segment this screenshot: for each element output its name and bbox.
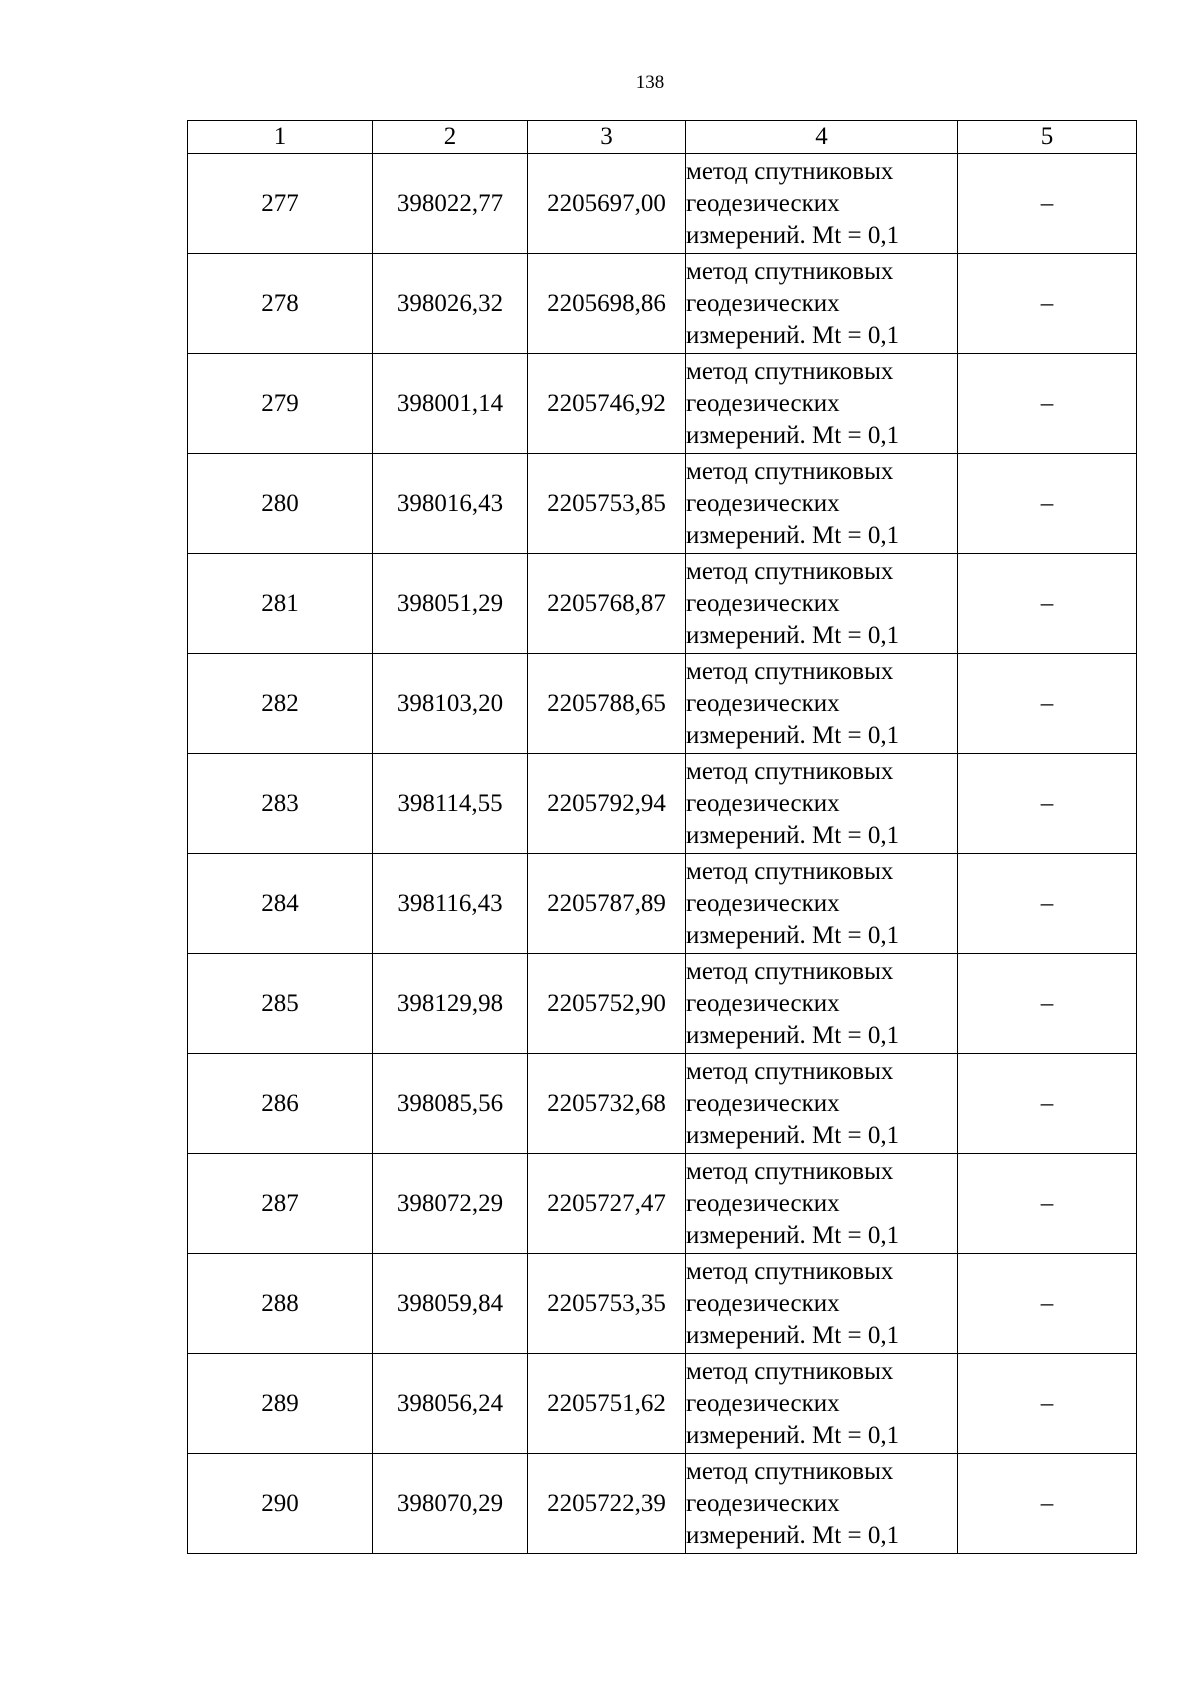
column-5-cell: –	[958, 1354, 1137, 1454]
point-number-cell: 287	[188, 1154, 373, 1254]
y-coordinate-cell: 2205727,47	[528, 1154, 686, 1254]
y-coordinate-cell: 2205751,62	[528, 1354, 686, 1454]
x-coordinate-cell: 398001,14	[373, 354, 528, 454]
x-coordinate-cell: 398026,32	[373, 254, 528, 354]
column-5-cell: –	[958, 954, 1137, 1054]
point-number-cell: 288	[188, 1254, 373, 1354]
x-coordinate-cell: 398114,55	[373, 754, 528, 854]
method-line: измерений. Mt = 0,1	[686, 721, 900, 749]
method-line: геодезических	[686, 189, 840, 217]
method-line: геодезических	[686, 889, 840, 917]
y-coordinate-cell: 2205732,68	[528, 1054, 686, 1154]
column-5-cell: –	[958, 754, 1137, 854]
method-line: метод спутниковых	[686, 1357, 894, 1385]
point-number-cell: 283	[188, 754, 373, 854]
point-number-cell: 284	[188, 854, 373, 954]
method-line: измерений. Mt = 0,1	[686, 1121, 900, 1149]
y-coordinate-cell: 2205753,35	[528, 1254, 686, 1354]
method-line: геодезических	[686, 789, 840, 817]
method-line: геодезических	[686, 989, 840, 1017]
method-line: метод спутниковых	[686, 357, 894, 385]
method-line: геодезических	[686, 489, 840, 517]
method-line: метод спутниковых	[686, 1457, 894, 1485]
method-line: измерений. Mt = 0,1	[686, 1021, 900, 1049]
column-5-cell: –	[958, 154, 1137, 254]
y-coordinate-cell: 2205722,39	[528, 1454, 686, 1554]
method-line: метод спутниковых	[686, 657, 894, 685]
method-line: метод спутниковых	[686, 1057, 894, 1085]
x-coordinate-cell: 398051,29	[373, 554, 528, 654]
column-5-cell: –	[958, 354, 1137, 454]
method-cell	[686, 1054, 958, 1154]
method-line: геодезических	[686, 589, 840, 617]
table-row	[188, 654, 1137, 754]
method-line: измерений. Mt = 0,1	[686, 1421, 900, 1449]
method-line: метод спутниковых	[686, 457, 894, 485]
table-row	[188, 854, 1137, 954]
y-coordinate-cell: 2205746,92	[528, 354, 686, 454]
method-line: измерений. Mt = 0,1	[686, 821, 900, 849]
point-number-cell: 278	[188, 254, 373, 354]
method-cell	[686, 554, 958, 654]
method-line: геодезических	[686, 1489, 840, 1517]
column-header: 3	[528, 121, 686, 154]
method-line: геодезических	[686, 1389, 840, 1417]
column-5-cell: –	[958, 254, 1137, 354]
method-line: геодезических	[686, 1189, 840, 1217]
method-line: метод спутниковых	[686, 757, 894, 785]
point-number-cell: 286	[188, 1054, 373, 1154]
y-coordinate-cell: 2205792,94	[528, 754, 686, 854]
y-coordinate-cell: 2205787,89	[528, 854, 686, 954]
column-5-cell: –	[958, 1054, 1137, 1154]
method-cell	[686, 954, 958, 1054]
table-row	[188, 554, 1137, 654]
method-cell	[686, 354, 958, 454]
method-line: метод спутниковых	[686, 1157, 894, 1185]
column-header: 4	[686, 121, 958, 154]
method-line: метод спутниковых	[686, 957, 894, 985]
x-coordinate-cell: 398103,20	[373, 654, 528, 754]
column-5-cell: –	[958, 654, 1137, 754]
method-cell	[686, 454, 958, 554]
method-line: измерений. Mt = 0,1	[686, 1221, 900, 1249]
x-coordinate-cell: 398016,43	[373, 454, 528, 554]
method-cell	[686, 654, 958, 754]
method-line: метод спутниковых	[686, 857, 894, 885]
x-coordinate-cell: 398072,29	[373, 1154, 528, 1254]
method-line: геодезических	[686, 1089, 840, 1117]
method-line: метод спутниковых	[686, 557, 894, 585]
column-header: 1	[188, 121, 373, 154]
y-coordinate-cell: 2205753,85	[528, 454, 686, 554]
x-coordinate-cell: 398085,56	[373, 1054, 528, 1154]
point-number-cell: 282	[188, 654, 373, 754]
point-number-cell: 277	[188, 154, 373, 254]
method-line: измерений. Mt = 0,1	[686, 221, 900, 249]
column-5-cell: –	[958, 454, 1137, 554]
method-line: геодезических	[686, 1289, 840, 1317]
table-row	[188, 454, 1137, 554]
method-cell	[686, 1154, 958, 1254]
method-line: метод спутниковых	[686, 1257, 894, 1285]
method-line: геодезических	[686, 689, 840, 717]
table-row	[188, 1054, 1137, 1154]
table-row	[188, 954, 1137, 1054]
method-cell	[686, 1354, 958, 1454]
column-5-cell: –	[958, 554, 1137, 654]
column-5-cell: –	[958, 1254, 1137, 1354]
method-line: геодезических	[686, 389, 840, 417]
table-row	[188, 354, 1137, 454]
x-coordinate-cell: 398022,77	[373, 154, 528, 254]
x-coordinate-cell: 398056,24	[373, 1354, 528, 1454]
method-line: геодезических	[686, 289, 840, 317]
table-row	[188, 154, 1137, 254]
table-row	[188, 1254, 1137, 1354]
column-header: 2	[373, 121, 528, 154]
point-number-cell: 290	[188, 1454, 373, 1554]
y-coordinate-cell: 2205768,87	[528, 554, 686, 654]
table-row	[188, 1454, 1137, 1554]
method-line: метод спутниковых	[686, 157, 894, 185]
x-coordinate-cell: 398059,84	[373, 1254, 528, 1354]
method-cell	[686, 854, 958, 954]
point-number-cell: 285	[188, 954, 373, 1054]
method-line: измерений. Mt = 0,1	[686, 521, 900, 549]
point-number-cell: 281	[188, 554, 373, 654]
method-cell	[686, 254, 958, 354]
y-coordinate-cell: 2205697,00	[528, 154, 686, 254]
column-5-cell: –	[958, 1154, 1137, 1254]
method-line: измерений. Mt = 0,1	[686, 1521, 900, 1549]
method-line: измерений. Mt = 0,1	[686, 321, 900, 349]
y-coordinate-cell: 2205788,65	[528, 654, 686, 754]
point-number-cell: 289	[188, 1354, 373, 1454]
column-5-cell: –	[958, 854, 1137, 954]
coordinates-table	[187, 120, 1137, 1554]
table-header-row	[188, 121, 1137, 154]
point-number-cell: 280	[188, 454, 373, 554]
table-row	[188, 1354, 1137, 1454]
x-coordinate-cell: 398116,43	[373, 854, 528, 954]
column-5-cell: –	[958, 1454, 1137, 1554]
page-number: 138	[635, 72, 665, 93]
method-cell	[686, 154, 958, 254]
y-coordinate-cell: 2205752,90	[528, 954, 686, 1054]
column-header: 5	[958, 121, 1137, 154]
x-coordinate-cell: 398070,29	[373, 1454, 528, 1554]
method-line: измерений. Mt = 0,1	[686, 1321, 900, 1349]
method-cell	[686, 1254, 958, 1354]
method-cell	[686, 754, 958, 854]
x-coordinate-cell: 398129,98	[373, 954, 528, 1054]
method-line: измерений. Mt = 0,1	[686, 621, 900, 649]
point-number-cell: 279	[188, 354, 373, 454]
table-row	[188, 1154, 1137, 1254]
coordinates-table-container	[187, 120, 1136, 1554]
y-coordinate-cell: 2205698,86	[528, 254, 686, 354]
table-row	[188, 754, 1137, 854]
method-line: измерений. Mt = 0,1	[686, 421, 900, 449]
table-row	[188, 254, 1137, 354]
method-cell	[686, 1454, 958, 1554]
method-line: метод спутниковых	[686, 257, 894, 285]
method-line: измерений. Mt = 0,1	[686, 921, 900, 949]
